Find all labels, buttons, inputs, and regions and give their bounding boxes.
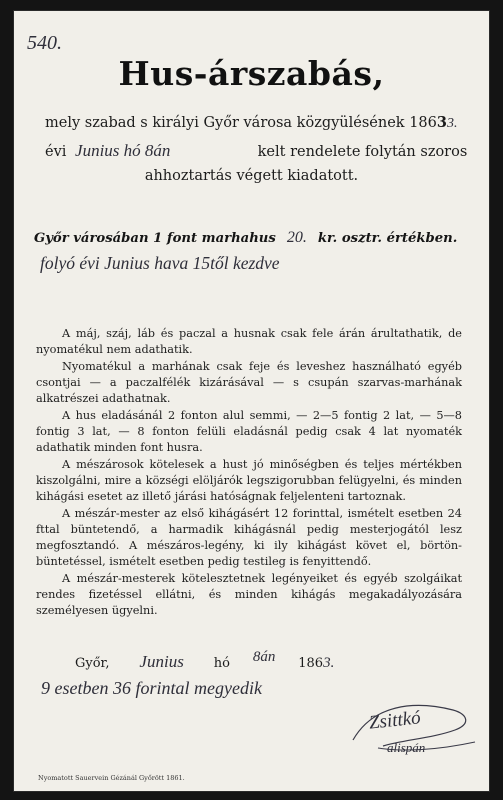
price-amount: 20. [286, 229, 307, 246]
body-paragraphs [36, 326, 462, 619]
document-title: Hus-árszabás, [118, 54, 385, 93]
intro-line2-suffix: kelt rendelete folytán szoros [257, 144, 468, 160]
closing-place: Győr, [75, 656, 110, 671]
intro-line1-text: mely szabad s királyi Győr városa közgyülésének 186 [45, 115, 437, 131]
closing-ho: hó [213, 656, 230, 671]
intro-year-handwritten: 3. [446, 116, 458, 131]
closing-day-handwritten: 8án [252, 649, 276, 665]
paragraph-3: A hus eladásánál 2 fonton alul semmi, — 2—5 fontig 2 lat, — 5—8 fontig 3 lat, — 8 fonton felüli eladásnál pedig csak 4 lat nyomaték adathatik minden font husra. [36, 409, 462, 454]
intro-line-1 [45, 114, 457, 132]
intro-evi: évi [45, 144, 67, 160]
signature-title-handwritten: alispán [387, 740, 426, 755]
paragraph-5: A mészár-mester az első kihágásért 12 forinttal, ismételt esetben 24 fttal büntetendő, a harmadik kihágásnál pedig mesterjogától lesz megfosztandó. A mészáros-legény, ki ily kihágást követ el, börtön-büntetéssel, ismételt esetben pedig testileg is fenyittendő. [36, 507, 462, 568]
price-start-handwritten: folyó évi Junius hava 15től kezdve [40, 253, 280, 273]
price-suffix: kr. osztr. értékben. [317, 231, 458, 246]
paragraph-1: A máj, száj, láb és paczal a husnak csak fele árán árultathatik, de nyomatékul nem adathatik. [36, 327, 462, 356]
intro-year-printed: 3 [436, 114, 447, 131]
price-prefix: Győr városában 1 font marhahus [34, 231, 276, 246]
signature-handwritten: Zsittkó [367, 707, 422, 734]
closing-year-printed: 186 [298, 656, 324, 671]
closing-note-handwritten: 9 esetben 36 forintal megyedik [41, 678, 262, 698]
document-sheet [13, 10, 490, 792]
paragraph-2: Nyomatékul a marhának csak feje és leveshez használható egyéb csontjai — a paczalfélék kizárásával — s csupán szarvas-marhának alkatrészei adathatnak. [36, 360, 462, 405]
printer-imprint: Nyomatott Sauervein Gézánál Győrött 1861. [38, 774, 185, 782]
paragraph-6: A mészár-mesterek kötelesztetnek legényeiket és egyéb szolgáikat rendes fizetéssel ellátni, és minden kihágás megakadályozására személyesen ügyelni. [36, 572, 462, 617]
intro-line-2 [45, 141, 467, 161]
paragraph-4: A mészárosok kötelesek a hust jó minőségben és teljes mértékben kiszolgálni, mire a községi elöljárók legszigorubban felügyelni, és minden kihágási esetet az illető járási hatóságnak feljelenteni tartoznak. [36, 458, 462, 503]
intro-date-handwritten: Junius hó 8án [75, 141, 171, 160]
price-line [34, 229, 457, 247]
document-number: 540. [27, 32, 62, 54]
closing-date-line [75, 649, 335, 672]
closing-year-handwritten: 3. [323, 655, 335, 671]
closing-month-handwritten: Junius [139, 652, 184, 671]
intro-line-3: ahhoztartás végett kiadatott. [144, 168, 359, 184]
